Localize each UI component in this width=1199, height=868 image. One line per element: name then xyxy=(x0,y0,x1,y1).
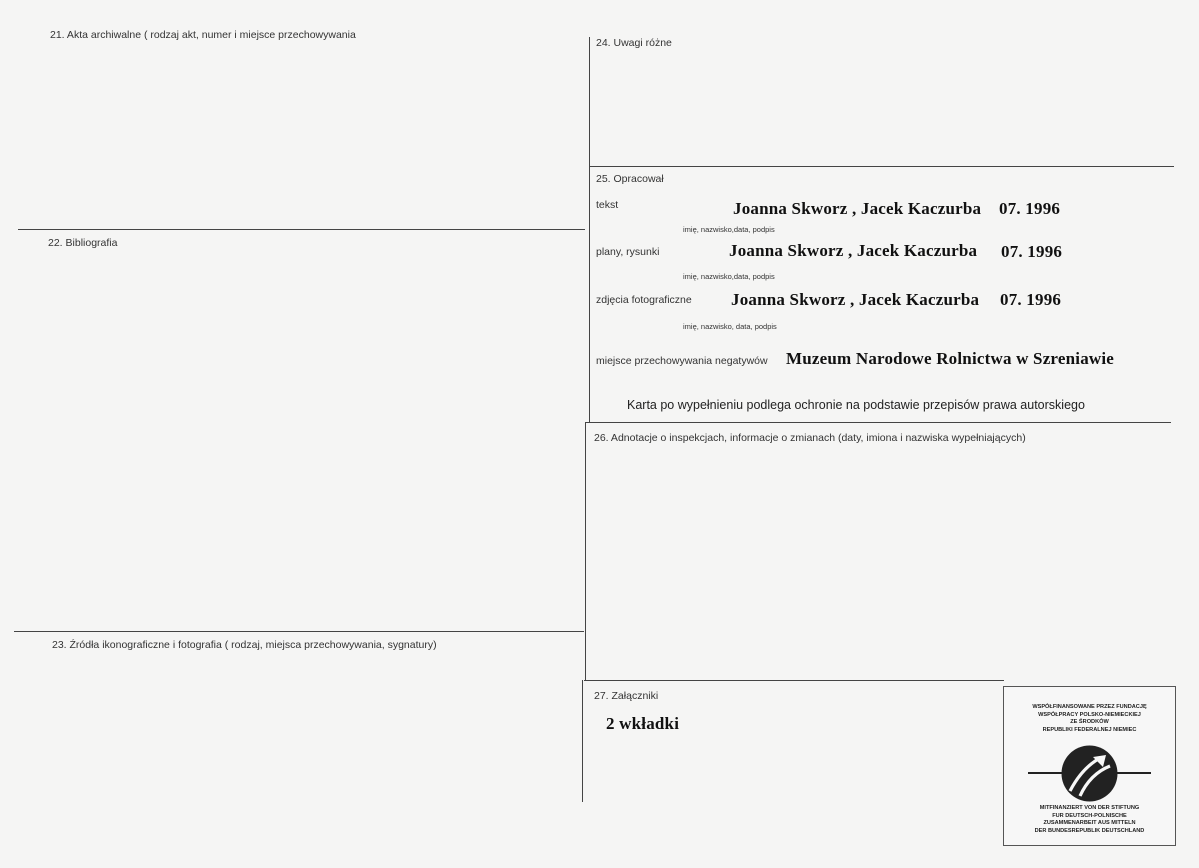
opracowal-row-label: plany, rysunki xyxy=(596,246,660,258)
negatives-label: miejsce przechowywania negatywów xyxy=(596,355,768,367)
copyright-note: Karta po wypełnieniu podlega ochronie na podstawie przepisów prawa autorskiego xyxy=(627,398,1085,412)
column-divider-lower xyxy=(585,422,586,680)
opracowal-row-date: 07. 1996 xyxy=(999,199,1061,218)
opracowal-row-label: tekst xyxy=(596,199,619,211)
stamp-line: ZUSAMMENARBEIT AUS MITTELN xyxy=(1043,820,1136,827)
logo-bar-left xyxy=(1028,772,1062,774)
opracowal-row-value: Joanna Skworz , Jacek Kaczurba xyxy=(733,199,982,218)
stamp-line: REPUBLIKI FEDERALNEJ NIEMIEC xyxy=(1042,726,1137,733)
stamp-line: ZE ŚRODKÓW xyxy=(1070,719,1109,726)
stamp-text-german xyxy=(1004,805,1175,835)
attachments-value: 2 wkładki xyxy=(606,714,680,733)
opracowal-row-value: Joanna Skworz , Jacek Kaczurba xyxy=(729,241,978,260)
sponsor-stamp xyxy=(1003,686,1176,846)
divider-26-27 xyxy=(584,680,1004,681)
opracowal-row-value: Joanna Skworz , Jacek Kaczurba xyxy=(731,290,980,309)
section-26-label: 26. Adnotacje o inspekcjach, informacje o zmianach (daty, imiona i nazwiska wypełniających) xyxy=(594,432,1026,444)
logo-bar-right xyxy=(1117,772,1151,774)
stamp-line: WSPÓŁFINANSOWANE PRZEZ FUNDACJĘ xyxy=(1032,704,1147,710)
opracowal-row-label: zdjęcia fotograficzne xyxy=(596,294,692,306)
divider-24-25 xyxy=(589,166,1174,167)
stamp-text-polish xyxy=(1004,704,1175,734)
opracowal-row-hint: imię, nazwisko, data, podpis xyxy=(683,322,777,331)
divider-22-23 xyxy=(14,631,584,632)
opracowal-row-hint: imię, nazwisko,data, podpis xyxy=(683,225,775,234)
opracowal-row-date: 07. 1996 xyxy=(1001,242,1063,261)
section-25-label: 25. Opracował xyxy=(596,173,664,185)
section-24-label: 24. Uwagi różne xyxy=(596,37,672,49)
section-27-label: 27. Załączniki xyxy=(594,690,659,702)
column-divider-bottom xyxy=(582,680,583,802)
section-23-label: 23. Źródła ikonograficzne i fotografia ( rodzaj, miejsca przechowywania, sygnatury) xyxy=(52,639,437,651)
stamp-line: FUR DEUTSCH-POLNISCHE xyxy=(1052,812,1127,819)
column-divider xyxy=(589,37,590,422)
section-22-label: 22. Bibliografia xyxy=(48,237,118,249)
opracowal-row-hint: imię, nazwisko,data, podpis xyxy=(683,272,775,281)
foundation-logo-icon xyxy=(1060,744,1119,803)
stamp-line: DER BUNDESREPUBLIK DEUTSCHLAND xyxy=(1034,827,1145,834)
divider-21-22 xyxy=(18,229,585,230)
stamp-line: MITFINANZIERT VON DER STIFTUNG xyxy=(1039,805,1140,811)
section-21-label: 21. Akta archiwalne ( rodzaj akt, numer i miejsce przechowywania xyxy=(50,29,356,41)
stamp-line: WSPÓŁPRACY POLSKO-NIEMIECKIEJ xyxy=(1038,711,1141,718)
opracowal-row-date: 07. 1996 xyxy=(1000,290,1062,309)
negatives-value: Muzeum Narodowe Rolnictwa w Szreniawie xyxy=(786,349,1115,368)
divider-25-26 xyxy=(586,422,1171,423)
